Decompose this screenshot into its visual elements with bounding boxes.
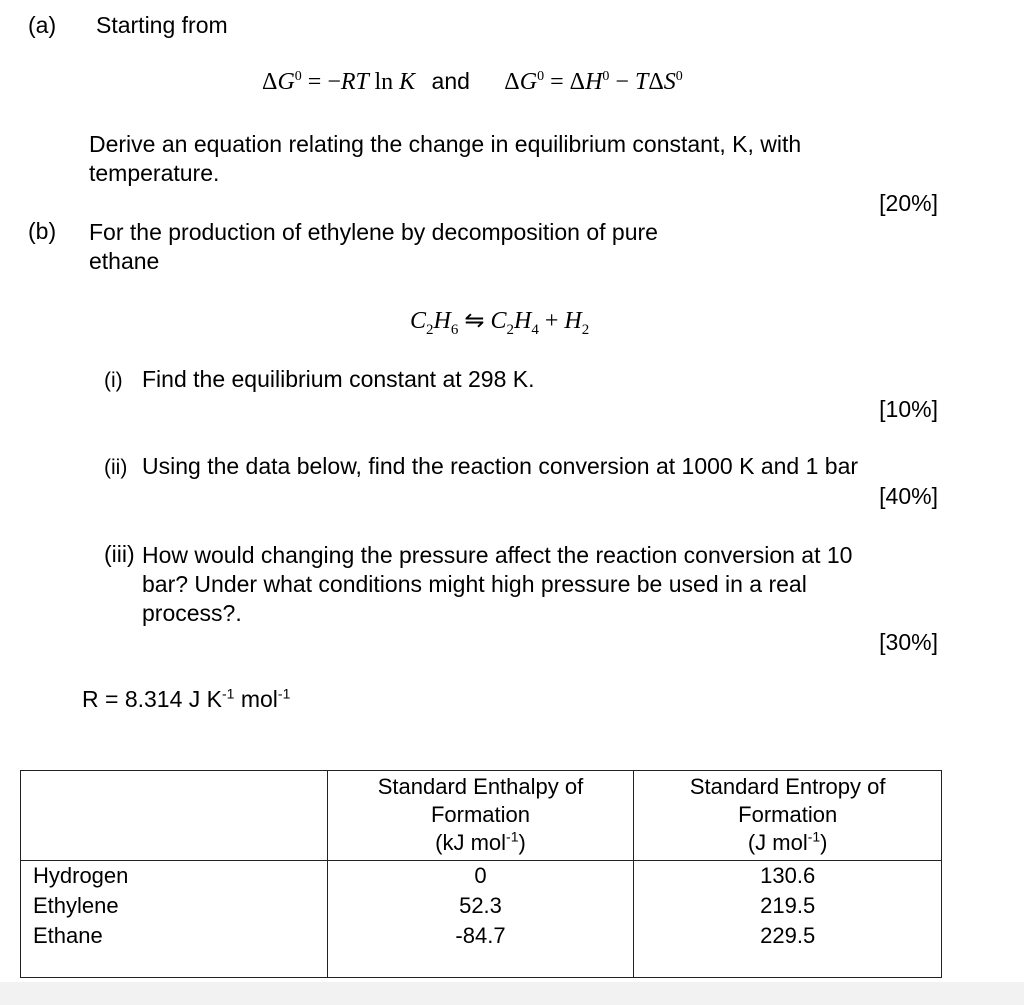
species-names: [21, 861, 328, 978]
gibbs-k-equation: $\Delta G^0 = -RT$ ln K: [262, 69, 416, 95]
table-row: Hydrogen: [33, 863, 129, 888]
table-header-row: [21, 771, 942, 861]
part-b-iii-text: How would changing the pressure affect the reaction conversion at 10 bar? Under what conditions might high pressure be used in a real process?.: [142, 542, 853, 626]
part-a-label: (a): [28, 12, 57, 38]
table-row: Ethane: [33, 923, 103, 948]
part-b-ii-marks: [40%]: [879, 483, 938, 509]
part-b-intro: For the production of ethylene by decomposition of pure ethane: [89, 219, 658, 274]
bottom-gray-bar: [0, 982, 1024, 1005]
entropy-values: 130.6 219.5 229.5: [634, 861, 942, 978]
gas-constant: R = 8.314 J $K^{-1}$ mol$^{-1}$: [82, 685, 291, 712]
part-b-i: (i) Find the equilibrium constant at 298 K.: [104, 366, 535, 392]
formation-data-table: [20, 770, 942, 978]
part-a-intro: Starting from: [96, 12, 228, 38]
reaction-equation: $C_2H_6$ ⇋ $C_2H_4 + H_2$: [410, 308, 590, 338]
part-b-i-marks: [10%]: [879, 396, 938, 422]
header-entropy: Standard Entropy of Formation (J mol$^{-1}$): [634, 771, 942, 861]
equations-line: [262, 68, 683, 96]
part-b-label: (b): [28, 218, 57, 244]
part-b-iii-label: (iii): [104, 541, 135, 567]
enthalpy-values: 0 52.3 -84.7: [327, 861, 634, 978]
gibbs-enthalpy-equation: $\Delta G^0 = \Delta H^0 - T\Delta S^0$: [504, 69, 683, 95]
header-enthalpy: Standard Enthalpy of Formation (kJ mol$^{-1}$): [327, 771, 634, 861]
part-a-question: Derive an equation relating the change in equilibrium constant, K, with temperature.: [89, 131, 802, 186]
header-empty-cell: [21, 771, 328, 861]
table-body-row: [21, 861, 942, 978]
table-row: Ethylene: [33, 893, 119, 918]
equation-joiner: and: [431, 68, 470, 94]
part-a-marks: [20%]: [879, 190, 938, 216]
part-b-ii: (ii) Using the data below, find the reaction conversion at 1000 K and 1 bar: [104, 453, 859, 479]
part-b-iii-marks: [30%]: [879, 629, 938, 655]
